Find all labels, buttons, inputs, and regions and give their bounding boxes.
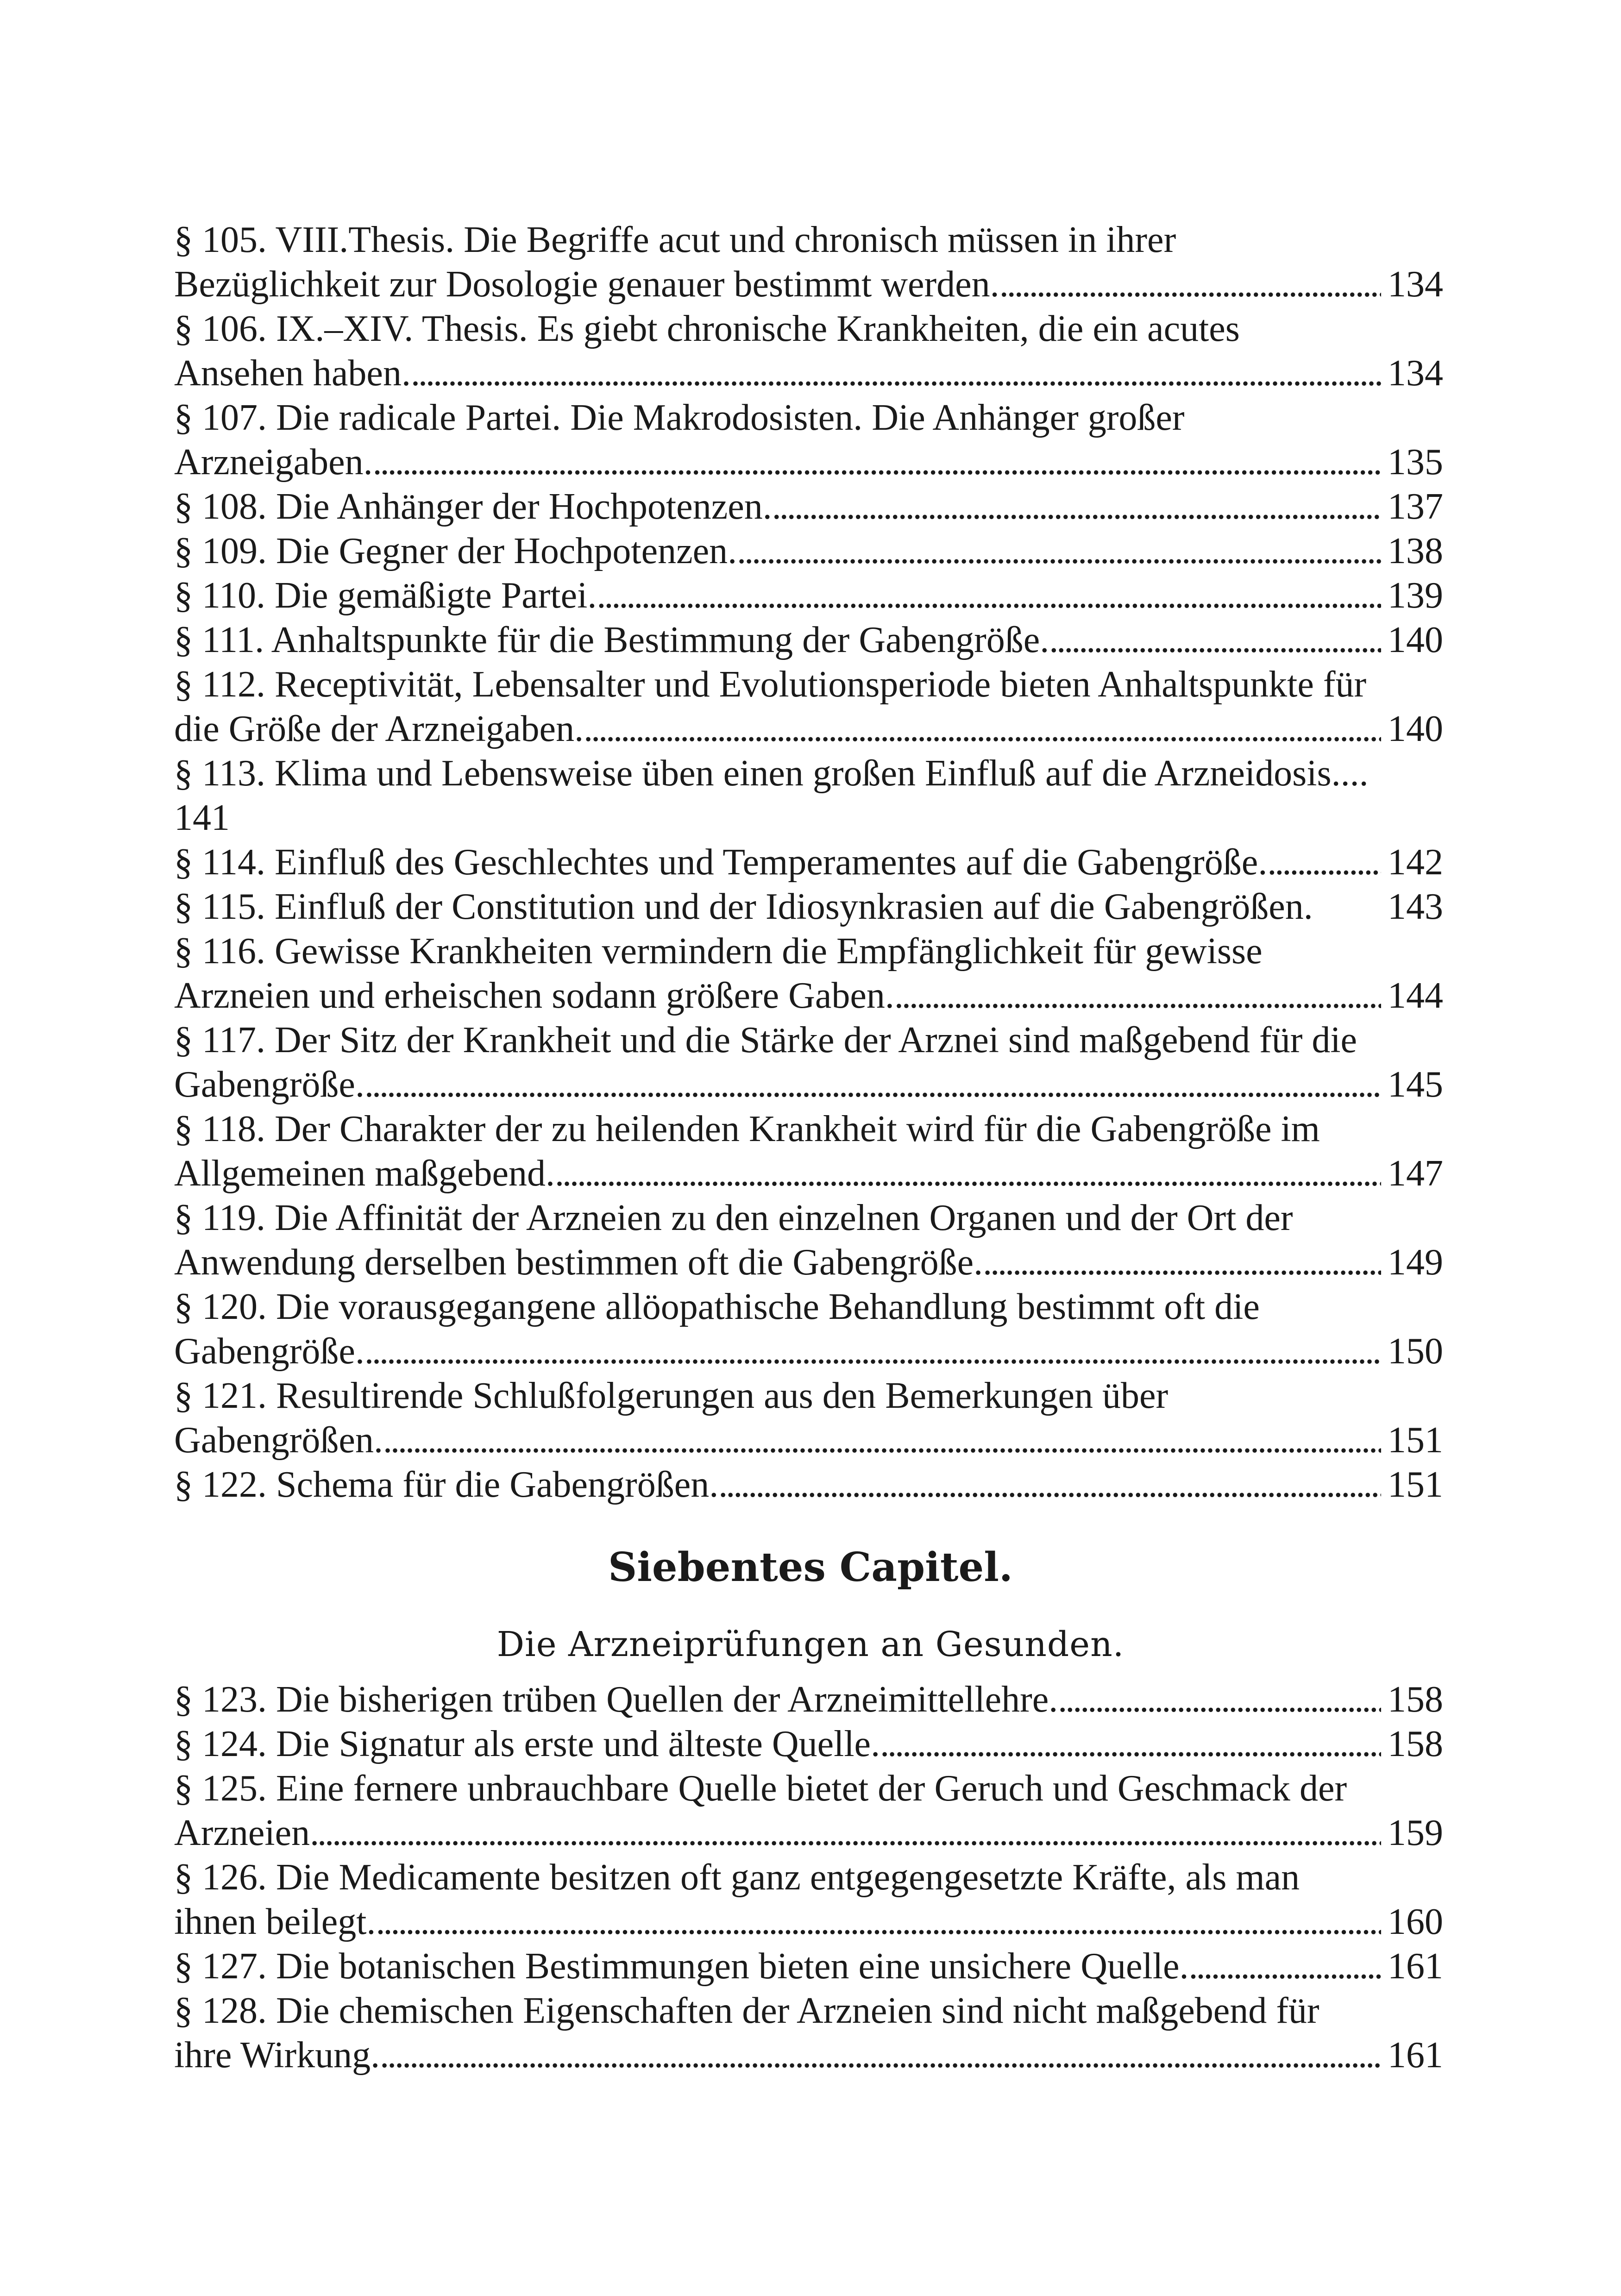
toc-entry-title: § 123. Die bisherigen trüben Quellen der Arzneimittellehre. <box>174 1679 1058 1720</box>
toc-page-number: 160 <box>1388 1901 1443 1942</box>
toc-page-number: 158 <box>1388 1724 1443 1764</box>
toc-leader-dots <box>737 529 1381 573</box>
toc-entry-last-line <box>174 707 1443 751</box>
toc-entry-last-line <box>174 529 1443 573</box>
toc-leader-dots <box>894 973 1381 1018</box>
toc-page-number: 149 <box>1388 1242 1443 1283</box>
toc-entry-title: § 108. Die Anhänger der Hochpotenzen. <box>174 486 772 527</box>
toc-page-number: 140 <box>1388 620 1443 660</box>
toc-leader-dots <box>999 262 1381 307</box>
toc-leader-dots <box>772 484 1381 529</box>
toc-leader-dots <box>983 1240 1381 1285</box>
toc-entry-title: Gabengröße. <box>174 1064 364 1105</box>
toc-entry-last-line <box>174 1151 1443 1196</box>
toc-entry-title: ihnen beilegt. <box>174 1901 376 1942</box>
toc-page-number: 150 <box>1388 1331 1443 1372</box>
toc-page-number: 151 <box>1388 1464 1443 1505</box>
toc-leader-dots <box>597 573 1381 618</box>
toc-leader-dots <box>376 1900 1381 1944</box>
toc-page-number: 138 <box>1388 531 1443 571</box>
toc-entry-title: Ansehen haben. <box>174 353 411 394</box>
toc-entry <box>174 1374 1443 1462</box>
toc-leader-dots <box>373 440 1381 484</box>
toc-entry-last-line <box>174 1677 1443 1722</box>
toc-leader-dots <box>1267 840 1381 885</box>
toc-leader-dots <box>364 1329 1381 1374</box>
chapter-subtitle: Die Arzneiprüfungen an Gesunden. <box>496 1625 1125 1664</box>
toc-page-number: 137 <box>1388 486 1443 527</box>
toc-page-number: 142 <box>1388 842 1443 883</box>
toc-entry-title: ihre Wirkung. <box>174 2035 380 2076</box>
toc-leader-dots <box>718 1462 1381 1507</box>
toc-leader-dots <box>1058 1677 1381 1722</box>
toc-entry-last-line <box>174 885 1443 929</box>
toc-entry-title: § 122. Schema für die Gabengrößen. <box>174 1464 719 1505</box>
toc-entry <box>174 307 1443 395</box>
toc-entry <box>174 1196 1443 1285</box>
toc-entry-last-line <box>174 484 1443 529</box>
toc-leader-dots <box>383 1418 1381 1462</box>
toc-entry <box>174 618 1443 662</box>
toc-entry-last-line <box>174 573 1443 618</box>
toc-entry-line: § 117. Der Sitz der Krankheit und die Stärke der Arznei sind maßgebend für die <box>174 1020 1357 1060</box>
toc-entry-line: § 112. Receptivität, Lebensalter und Evolutionsperiode bieten Anhaltspunkte für <box>174 664 1367 705</box>
toc-entry <box>174 662 1443 751</box>
toc-entry <box>174 1018 1443 1107</box>
toc-entry-title: § 111. Anhaltspunkte für die Bestimmung der Gabengröße. <box>174 620 1049 660</box>
toc-entry-last-line <box>174 1944 1443 1989</box>
toc-entry <box>174 1944 1443 1989</box>
toc-entry-last-line <box>174 1462 1443 1507</box>
toc-page-number: 134 <box>1388 353 1443 394</box>
toc-entry <box>174 1107 1443 1196</box>
toc-entry <box>174 1285 1443 1374</box>
toc-leader-dots <box>411 351 1381 395</box>
toc-page-number: 161 <box>1388 1946 1443 1987</box>
toc-entry-last-line <box>174 1418 1443 1462</box>
toc-leader-dots <box>880 1722 1381 1766</box>
toc-entry-line: § 128. Die chemischen Eigenschaften der Arzneien sind nicht maßgebend für <box>174 1990 1319 2031</box>
toc-entry-line: § 119. Die Affinität der Arzneien zu den einzelnen Organen und der Ort der <box>174 1198 1293 1238</box>
toc-page-number: 141 <box>174 797 230 838</box>
toc-entry-last-line <box>174 262 1443 307</box>
toc-entry <box>174 1766 1443 1855</box>
toc-entry-last-line <box>174 618 1443 662</box>
toc-entry <box>174 1722 1443 1766</box>
toc-entry <box>174 1989 1443 2077</box>
toc-entry <box>174 395 1443 484</box>
toc-entry-last-line <box>174 1900 1443 1944</box>
toc-entry <box>174 1462 1443 1507</box>
toc-entry-title: § 115. Einfluß der Constitution und der Idiosynkrasien auf die Gabengrößen. <box>174 886 1313 927</box>
toc-leader-dots <box>364 1062 1381 1107</box>
toc-leader-dots <box>380 2033 1381 2077</box>
toc-entry-title: Gabengrößen. <box>174 1420 383 1461</box>
toc-page-number: 161 <box>1388 2035 1443 2076</box>
toc-entry-line: § 105. VIII.Thesis. Die Begriffe acut und chronisch müssen in ihrer <box>174 220 1176 260</box>
toc-entry-last-line <box>174 1722 1443 1766</box>
toc-entry-title: Allgemeinen maßgebend. <box>174 1153 555 1194</box>
toc-section-1 <box>174 218 1443 1507</box>
toc-entry-line: § 118. Der Charakter der zu heilenden Krankheit wird für die Gabengröße im <box>174 1109 1320 1149</box>
toc-entry-last-line <box>174 796 1443 840</box>
toc-entry <box>174 885 1443 929</box>
toc-entry-title: Arzneien und erheischen sodann größere Gaben. <box>174 975 894 1016</box>
toc-entry-title: § 127. Die botanischen Bestimmungen bieten eine unsichere Quelle. <box>174 1946 1189 1987</box>
toc-entry-last-line <box>174 1062 1443 1107</box>
toc-page-number: 144 <box>1388 975 1443 1016</box>
toc-entry-last-line <box>174 440 1443 484</box>
toc-page-number: 134 <box>1388 264 1443 305</box>
toc-entry-line: § 120. Die vorausgegangene allöopathische Behandlung bestimmt oft die <box>174 1286 1260 1327</box>
toc-entry-title: die Größe der Arzneigaben. <box>174 709 584 749</box>
toc-entry-line: § 107. Die radicale Partei. Die Makrodosisten. Die Anhänger großer <box>174 397 1185 438</box>
toc-page-number: 143 <box>1388 886 1443 927</box>
toc-entry-title: § 124. Die Signatur als erste und älteste Quelle. <box>174 1724 880 1764</box>
toc-entry-line: § 121. Resultirende Schlußfolgerungen aus den Bemerkungen über <box>174 1375 1169 1416</box>
toc-page-number: 145 <box>1388 1064 1443 1105</box>
toc-entry-title: § 110. Die gemäßigte Partei. <box>174 575 597 616</box>
chapter-title: Siebentes Capitel. <box>608 1544 1013 1591</box>
toc-entry-title: Bezüglichkeit zur Dosologie genauer bestimmt werden. <box>174 264 999 305</box>
toc-entry-last-line <box>174 1240 1443 1285</box>
toc-entry <box>174 573 1443 618</box>
toc-leader-dots <box>584 707 1381 751</box>
toc-entry <box>174 1677 1443 1722</box>
toc-entry-line: § 113. Klima und Lebensweise üben einen großen Einfluß auf die Arzneidosis.... <box>174 753 1369 794</box>
toc-entry <box>174 218 1443 307</box>
toc-leader-dots <box>1049 618 1381 662</box>
toc-entry-line: § 126. Die Medicamente besitzen oft ganz entgegengesetzte Kräfte, als man <box>174 1857 1300 1898</box>
toc-page-number: 151 <box>1388 1420 1443 1461</box>
toc-page-number: 147 <box>1388 1153 1443 1194</box>
toc-entry-title: Arzneigaben. <box>174 442 373 483</box>
toc-entry <box>174 484 1443 529</box>
toc-section-2 <box>174 1677 1443 2077</box>
toc-entry <box>174 840 1443 885</box>
toc-entry <box>174 529 1443 573</box>
toc-entry <box>174 929 1443 1018</box>
toc-entry-line: § 116. Gewisse Krankheiten vermindern die Empfänglichkeit für gewisse <box>174 931 1263 972</box>
toc-page-number: 140 <box>1388 709 1443 749</box>
toc-entry <box>174 1855 1443 1944</box>
toc-entry-last-line <box>174 351 1443 395</box>
toc-page-number: 159 <box>1388 1813 1443 1853</box>
toc-page-number: 139 <box>1388 575 1443 616</box>
toc-entry-line: § 106. IX.–XIV. Thesis. Es giebt chronische Krankheiten, die ein acutes <box>174 308 1240 349</box>
toc-entry <box>174 751 1443 840</box>
toc-entry-last-line <box>174 1811 1443 1855</box>
toc-entry-last-line <box>174 1329 1443 1374</box>
toc-entry-title: § 109. Die Gegner der Hochpotenzen. <box>174 531 737 571</box>
toc-leader-dots <box>1189 1944 1381 1989</box>
toc-leader-dots <box>555 1151 1381 1196</box>
toc-entry-last-line <box>174 840 1443 885</box>
toc-entry-last-line <box>174 2033 1443 2077</box>
toc-entry-line: § 125. Eine fernere unbrauchbare Quelle bietet der Geruch und Geschmack der <box>174 1768 1347 1809</box>
toc-entry-title: § 114. Einfluß des Geschlechtes und Temperamentes auf die Gabengröße. <box>174 842 1268 883</box>
toc-page-number: 135 <box>1388 442 1443 483</box>
toc-entry-title: Anwendung derselben bestimmen oft die Gabengröße. <box>174 1242 983 1283</box>
toc-entry-title: Gabengröße. <box>174 1331 364 1372</box>
toc-page-number: 158 <box>1388 1679 1443 1720</box>
toc-entry-title: Arzneien <box>174 1813 310 1853</box>
toc-entry-last-line <box>174 973 1443 1018</box>
toc-leader-dots <box>310 1811 1381 1855</box>
